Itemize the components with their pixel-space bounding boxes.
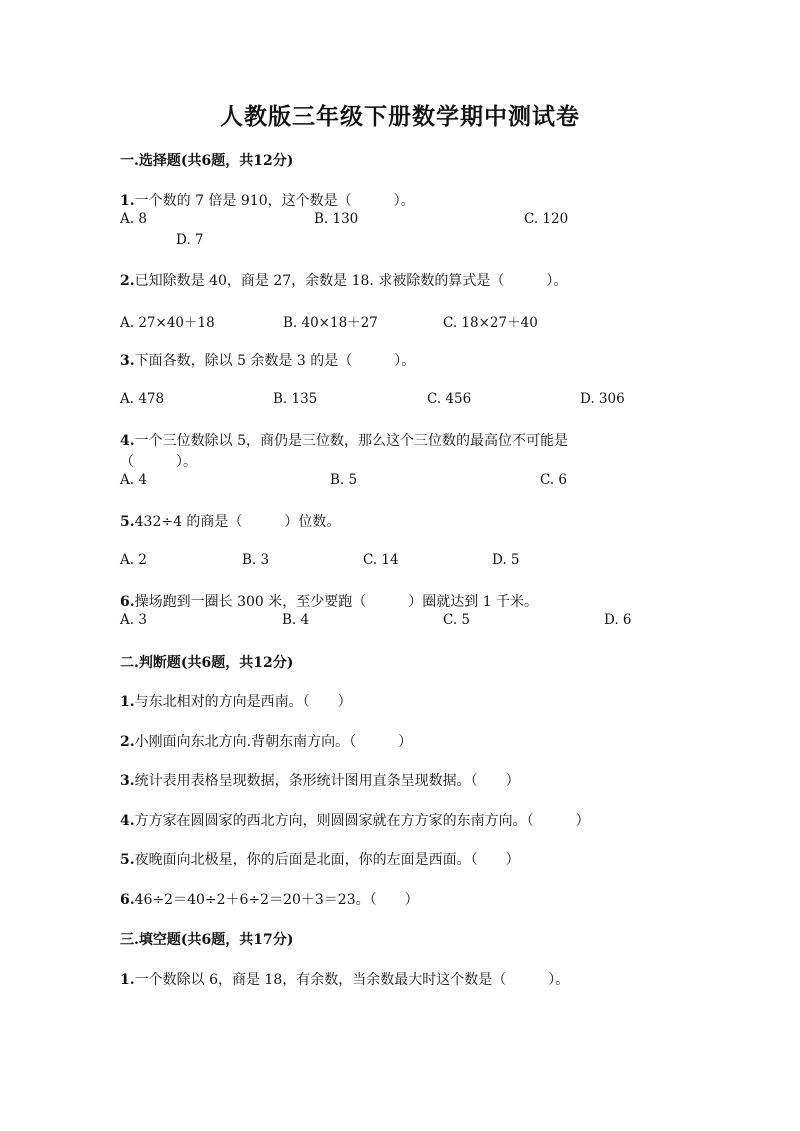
option: B. 130 <box>314 211 359 227</box>
question-number: 6. <box>120 594 135 610</box>
page-title: 人教版三年级下册数学期中测试卷 <box>220 103 580 130</box>
question-2-1 <box>120 691 352 711</box>
question-text: 操场跑到一圈长 300 米，至少要跑（ ）圈就达到 1 千米。 <box>134 594 539 610</box>
question-1-1 <box>120 190 415 210</box>
option: C. 6 <box>540 472 568 488</box>
question-number: 2. <box>120 734 135 750</box>
question-text: 夜晚面向北极星，你的后面是北面，你的左面是西面。（ ） <box>134 852 520 868</box>
question-number: 5. <box>120 514 135 530</box>
question-number: 2. <box>120 273 135 289</box>
option: D. 306 <box>580 391 625 407</box>
option: B. 5 <box>330 472 358 488</box>
option: D. 7 <box>176 232 204 248</box>
question-1-5 <box>120 511 340 531</box>
option: A. 478 <box>120 391 165 407</box>
question-text: 小刚面向东北方向.背朝东南方向。（ ） <box>134 734 413 750</box>
question-text: 已知除数是 40，商是 27，余数是 18. 求被除数的算式是（ ）。 <box>134 273 568 289</box>
question-text: 统计表用表格呈现数据，条形统计图用直条呈现数据。（ ） <box>134 773 520 789</box>
question-2-4 <box>120 810 590 830</box>
question-text: 一个数除以 6，商是 18，有余数，当余数最大时这个数是（ ）。 <box>134 972 570 988</box>
question-2-5 <box>120 849 520 869</box>
question-text: 一个数的 7 倍是 910，这个数是（ ）。 <box>134 193 415 209</box>
option: C. 5 <box>443 612 471 628</box>
question-number: 3. <box>120 773 135 789</box>
question-number: 6. <box>120 892 135 908</box>
option: A. 4 <box>120 472 147 488</box>
question-text-continued: （ ）。 <box>120 454 197 470</box>
section-heading-fill-blank: 三.填空题(共6题，共17分) <box>120 932 294 948</box>
question-1-6 <box>120 591 538 611</box>
question-1-2 <box>120 270 567 290</box>
option: A. 3 <box>120 612 147 628</box>
question-text: 432÷4 的商是（ ）位数。 <box>134 514 341 530</box>
question-number: 4. <box>120 813 135 829</box>
option: C. 120 <box>524 211 569 227</box>
option: C. 14 <box>363 552 399 568</box>
option: B. 135 <box>273 391 318 407</box>
option: D. 6 <box>604 612 632 628</box>
section-heading-choice: 一.选择题(共6题，共12分) <box>120 153 294 169</box>
question-2-6 <box>120 889 419 909</box>
option: B. 40×18＋27 <box>283 315 378 331</box>
option: A. 2 <box>120 552 147 568</box>
section-heading-judgement: 二.判断题(共6题，共12分) <box>120 655 294 671</box>
question-text: 一个三位数除以 5，商仍是三位数，那么这个三位数的最高位不可能是 <box>134 433 568 449</box>
question-number: 1. <box>120 193 135 209</box>
question-text: 46÷2＝40÷2＋6÷2＝20＋3＝23。（ ） <box>134 892 419 908</box>
question-2-3 <box>120 770 520 790</box>
question-number: 1. <box>120 694 135 710</box>
option: C. 456 <box>427 391 472 407</box>
option: A. 27×40＋18 <box>120 315 215 331</box>
option: D. 5 <box>492 552 520 568</box>
question-text: 与东北相对的方向是西南。（ ） <box>134 694 352 710</box>
question-text: 方方家在圆圆家的西北方向，则圆圆家就在方方家的东南方向。（ ） <box>134 813 590 829</box>
question-1-3 <box>120 350 415 370</box>
question-text: 下面各数，除以 5 余数是 3 的是（ ）。 <box>134 353 416 369</box>
question-number: 4. <box>120 433 135 449</box>
question-3-1 <box>120 969 569 989</box>
question-number: 1. <box>120 972 135 988</box>
option: C. 18×27＋40 <box>443 315 538 331</box>
option: B. 3 <box>242 552 270 568</box>
question-2-2 <box>120 731 412 751</box>
question-1-4 <box>120 430 568 450</box>
option: A. 8 <box>120 211 147 227</box>
question-number: 3. <box>120 353 135 369</box>
question-number: 5. <box>120 852 135 868</box>
option: B. 4 <box>282 612 310 628</box>
